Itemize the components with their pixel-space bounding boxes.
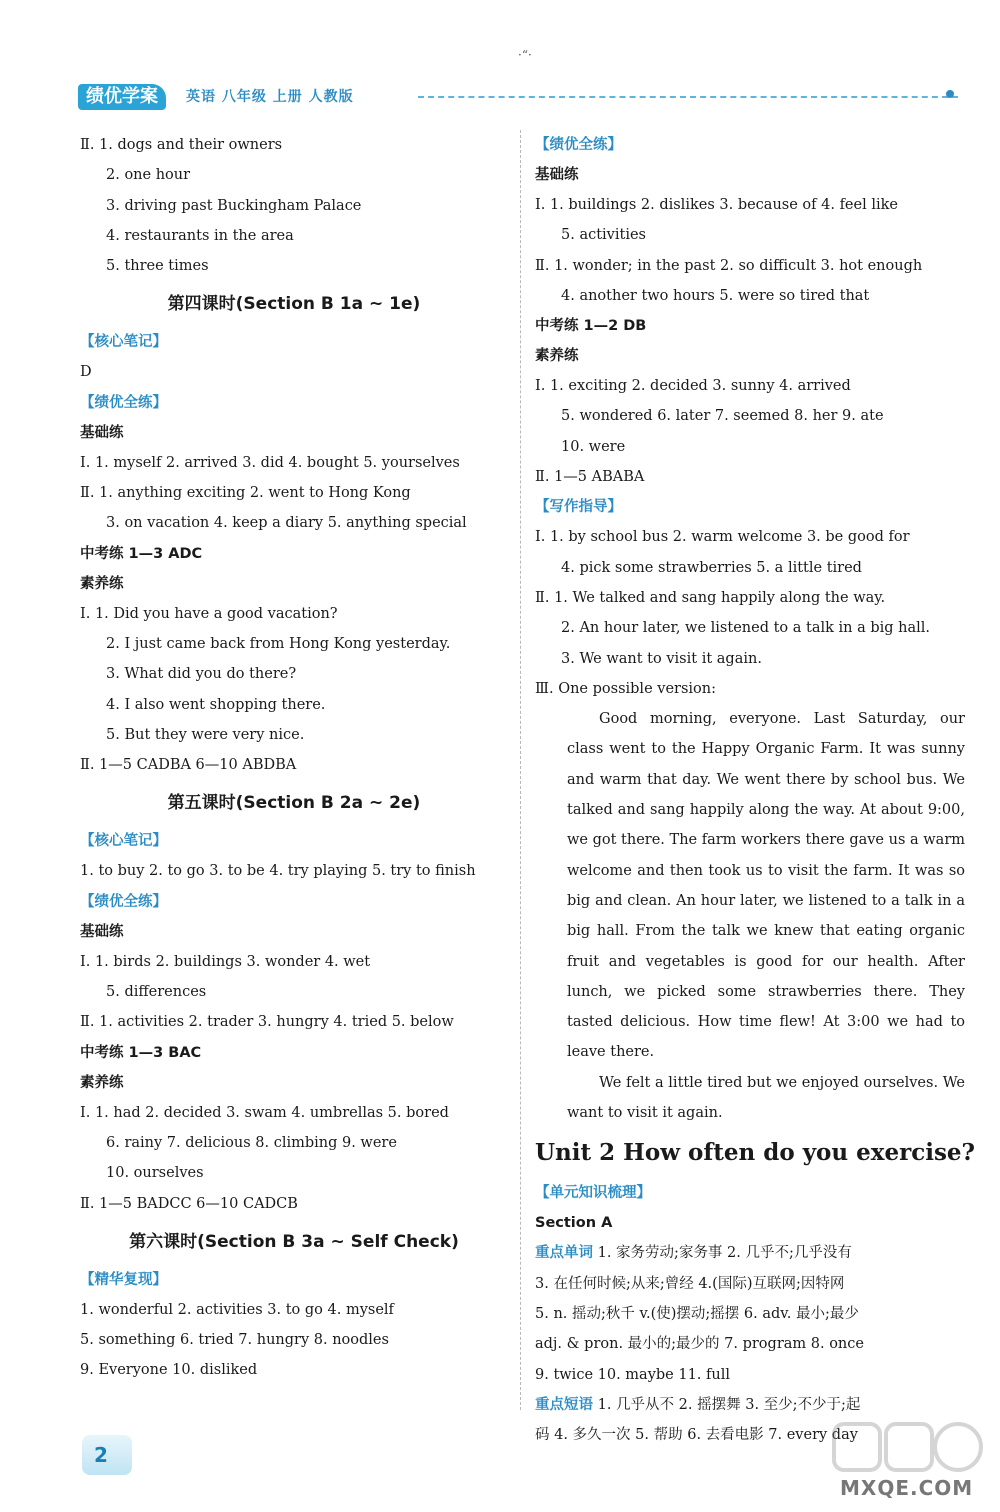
unit-title: Unit 2 How often do you exercise? xyxy=(535,1139,976,1167)
answer-line: 5. differences xyxy=(106,984,207,1001)
answer-line: D xyxy=(80,364,92,381)
answer-line: Ⅱ. 1. anything exciting 2. went to Hong Kong xyxy=(80,485,411,502)
subsection-label: 基础练 xyxy=(80,424,124,441)
column-divider xyxy=(520,130,521,1410)
answer-line: 3. What did you do there? xyxy=(106,666,297,683)
answer-line: Ⅰ. 1. myself 2. arrived 3. did 4. bought 5. yourselves xyxy=(80,454,460,471)
answer-line: 5. But they were very nice. xyxy=(106,726,305,743)
answer-line: 4. restaurants in the area xyxy=(106,227,294,244)
answer-line: 5. activities xyxy=(561,227,646,244)
lesson-title: 第六课时(Section B 3a ~ Self Check) xyxy=(129,1231,459,1252)
keyword-label: 重点短语 xyxy=(535,1396,593,1413)
answer-line: 4. another two hours 5. were so tired that xyxy=(561,287,870,304)
section-tag: 【绩优全练】 xyxy=(80,893,167,910)
answer-line: Ⅱ. 1. wonder; in the past 2. so difficult 3. hot enough xyxy=(535,257,923,274)
answer-line: 4. pick some strawberries 5. a little tired xyxy=(561,559,862,576)
subsection-label: Section A xyxy=(535,1215,613,1232)
vocab-line: 9. twice 10. maybe 11. full xyxy=(535,1366,731,1383)
answer-line: Ⅰ. 1. buildings 2. dislikes 3. because of 4. feel like xyxy=(535,197,898,213)
top-mark: ·“· xyxy=(518,48,532,62)
answer-line: 2. I just came back from Hong Kong yesterday. xyxy=(106,635,451,652)
answer-line: 5. three times xyxy=(106,258,209,275)
section-tag: 【精华复现】 xyxy=(80,1271,167,1288)
vocab-line: 3. 在任何时候;从来;曾经 4.(国际)互联网;因特网 xyxy=(535,1275,845,1292)
answer-line: Ⅰ. 1. had 2. decided 3. swam 4. umbrellas 5. bored xyxy=(80,1104,449,1121)
answer-line: Ⅱ. 1—5 CADBA 6—10 ABDBA xyxy=(80,757,297,774)
phrase-line: 码 4. 多久一次 5. 帮助 6. 去看电影 7. every day xyxy=(535,1427,858,1444)
answer-line: 3. We want to visit it again. xyxy=(561,650,762,667)
essay-paragraph: Good morning, everyone. Last Saturday, our class went to the Happy Organic Farm. It was sunny and warm that day. We went there by school bus. We talked and sang happily along the way. At about 9:00, we got there. The farm workers there gave us a warm welcome and then took us to visit the farm. It was so big and clean. An hour later, we listened to a talk in a big hall. From the talk we knew that eating organic fruit and vegetables is good for our health. After lunch, we picked some strawberries there. They tasted delicious. How time flew! At 3:00 we had to leave there. xyxy=(567,711,966,1061)
answer-line: Ⅰ. 1. by school bus 2. warm welcome 3. be good for xyxy=(535,529,910,546)
phrase-line xyxy=(535,1390,965,1420)
answer-line: 1. wonderful 2. activities 3. to go 4. myself xyxy=(80,1301,394,1318)
vocab-line xyxy=(535,1238,965,1268)
answer-line: 2. An hour later, we listened to a talk in a big hall. xyxy=(561,620,931,637)
answer-line: 10. were xyxy=(561,438,626,455)
answer-line: Ⅰ. 1. exciting 2. decided 3. sunny 4. arrived xyxy=(535,378,851,395)
subsection-label: 中考练 1—3 ADC xyxy=(80,545,203,562)
answer-line: Ⅱ. 1. activities 2. trader 3. hungry 4. tried 5. below xyxy=(80,1014,454,1031)
answer-line: Ⅱ. 1—5 ABABA xyxy=(535,469,645,486)
left-column xyxy=(80,130,508,1386)
subsection-label: 素养练 xyxy=(80,575,124,592)
answer-line: Ⅰ. 1. birds 2. buildings 3. wonder 4. wet xyxy=(80,953,371,970)
answer-line: 6. rainy 7. delicious 8. climbing 9. were xyxy=(106,1134,397,1151)
section-tag: 【写作指导】 xyxy=(535,499,622,516)
vocab-text: 1. 家务劳动;家务事 2. 几乎不;几乎没有 xyxy=(593,1245,852,1262)
page-number: 2 xyxy=(82,1435,132,1475)
subsection-label: 中考练 1—2 DB xyxy=(535,318,647,335)
answer-line: 5. wondered 6. later 7. seemed 8. her 9. ate xyxy=(561,408,884,425)
page-header xyxy=(78,84,958,114)
answer-line: 4. I also went shopping there. xyxy=(106,696,326,713)
answer-line: 3. driving past Buckingham Palace xyxy=(106,197,362,214)
answer-line: Ⅲ. One possible version: xyxy=(535,680,716,697)
section-tag: 【核心笔记】 xyxy=(80,833,167,850)
header-dot xyxy=(946,90,954,98)
answer-line: Ⅱ. 1. dogs and their owners xyxy=(80,137,283,153)
vocab-line: 5. n. 摇动;秋千 v.(使)摆动;摇摆 6. adv. 最小;最少 xyxy=(535,1305,859,1322)
section-tag: 【单元知识梳理】 xyxy=(535,1185,651,1202)
section-tag: 【绩优全练】 xyxy=(80,394,167,411)
answer-line: 9. Everyone 10. disliked xyxy=(80,1362,258,1379)
keyword-label: 重点单词 xyxy=(535,1245,593,1262)
answer-line: 2. one hour xyxy=(106,167,191,184)
answer-line: 1. to buy 2. to go 3. to be 4. try playing 5. try to finish xyxy=(80,863,476,880)
watermark-text: MXQE.COM xyxy=(840,1476,974,1500)
book-subtitle: 英语 八年级 上册 人教版 xyxy=(186,89,354,105)
lesson-title: 第四课时(Section B 1a ~ 1e) xyxy=(167,294,421,315)
essay-paragraph: We felt a little tired but we enjoyed ourselves. We want to visit it again. xyxy=(567,1074,965,1122)
answer-line: Ⅱ. 1. We talked and sang happily along the way. xyxy=(535,589,886,606)
answer-line: Ⅱ. 1—5 BADCC 6—10 CADCB xyxy=(80,1195,298,1212)
vocab-line: adj. & pron. 最小的;最少的 7. program 8. once xyxy=(535,1336,864,1353)
phrase-text: 1. 几乎从不 2. 摇摆舞 3. 至少;不少于;起 xyxy=(593,1396,861,1413)
subsection-label: 中考练 1—3 BAC xyxy=(80,1044,202,1061)
subsection-label: 素养练 xyxy=(80,1074,124,1091)
subsection-label: 基础练 xyxy=(80,923,124,940)
subsection-label: 素养练 xyxy=(535,348,579,365)
answer-line: 5. something 6. tried 7. hungry 8. noodles xyxy=(80,1332,389,1349)
answer-line: 10. ourselves xyxy=(106,1165,204,1182)
right-column xyxy=(535,130,976,1450)
subsection-label: 基础练 xyxy=(535,167,579,183)
header-rule xyxy=(418,96,958,98)
model-essay xyxy=(535,704,965,1128)
section-tag: 【核心笔记】 xyxy=(80,334,167,351)
section-tag: 【绩优全练】 xyxy=(535,137,622,153)
book-logo: 绩优学案 xyxy=(78,84,166,110)
answer-line: Ⅰ. 1. Did you have a good vacation? xyxy=(80,605,338,622)
lesson-title: 第五课时(Section B 2a ~ 2e) xyxy=(167,793,421,814)
answer-line: 3. on vacation 4. keep a diary 5. anything special xyxy=(106,515,467,532)
